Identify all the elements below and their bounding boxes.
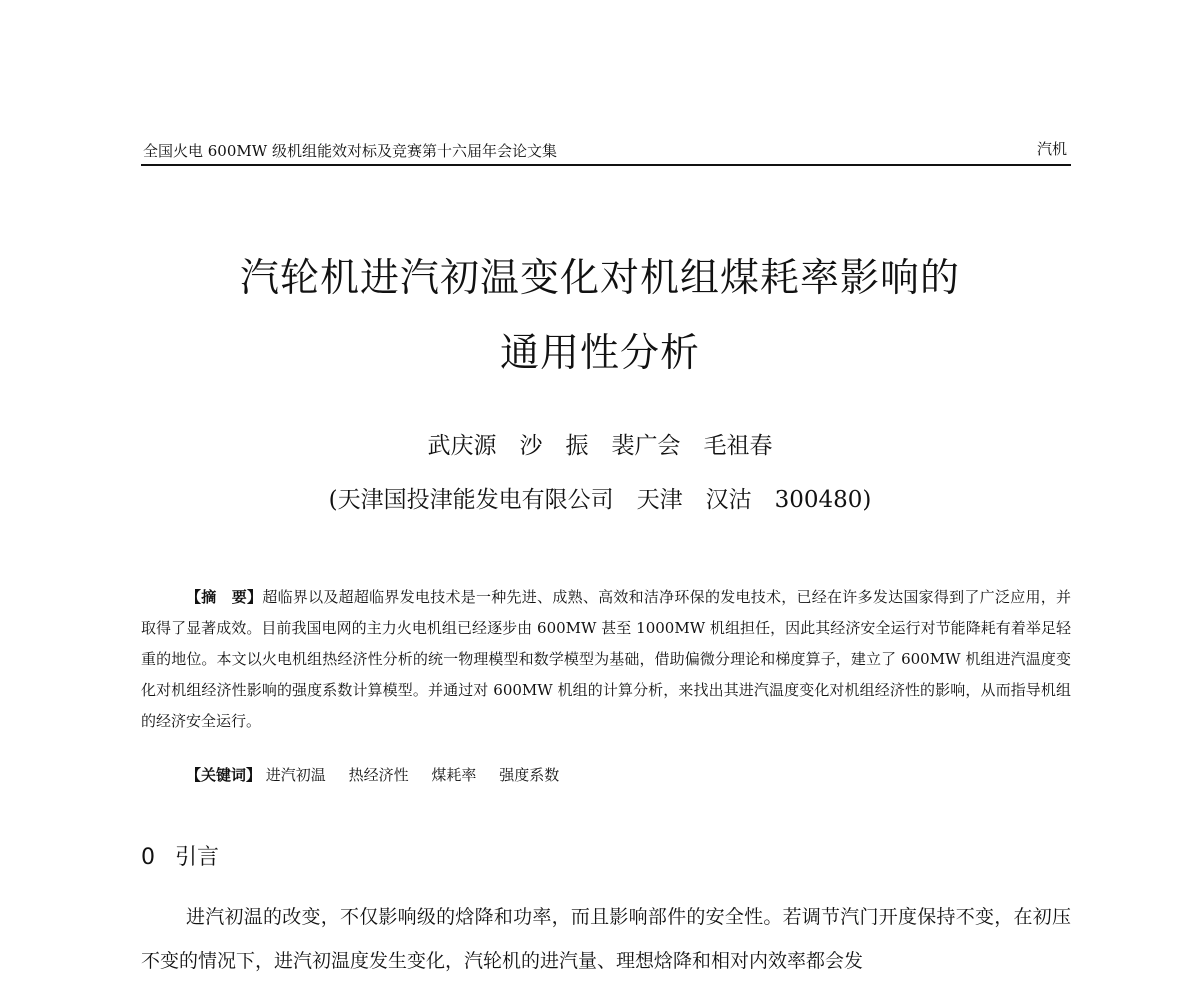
abstract-text: 超临界以及超超临界发电技术是一种先进、成熟、高效和洁净环保的发电技术，已经在许多发达国家得到了广泛应用，并取得了显著成效。目前我国电网的主力火电机组已经逐步由 600MW 甚至 1000MW 机组担任，因此其经济安全运行对节能降耗有着举足轻重的地位。本文以火电机组热经济性分析的统一物理模型和数学模型为基础，借助偏微分理论和梯度算子，建立了 600MW 机组进汽温度变化对机组经济性影响的强度系数计算模型。并通过对 600MW 机组的计算分析，来找出其进汽温度变化对机组经济性的影响，从而指导机组的经济安全运行。 — [141, 588, 1071, 730]
keywords-label: 【关键词】 — [186, 766, 262, 784]
keyword-item: 煤耗率 — [431, 766, 477, 784]
section-title: 引言 — [175, 845, 220, 870]
affiliation: (天津国投津能发电有限公司 天津 汉沽 300480) — [328, 487, 872, 513]
body-paragraph: 进汽初温的改变，不仅影响级的焓降和功率，而且影响部件的安全性。若调节汽门开度保持不变，在初压不变的情况下，进汽初温度发生变化，汽轮机的进汽量、理想焓降和相对内效率都会发 — [141, 906, 1071, 972]
abstract — [141, 582, 1071, 737]
keyword-item: 进汽初温 — [265, 766, 326, 784]
keywords — [186, 764, 577, 785]
header-section-label: 汽机 — [1036, 140, 1067, 158]
header-proceedings-title: 全国火电 600MW 级机组能效对标及竞赛第十六届年会论文集 — [143, 142, 557, 160]
paper-title-line-1: 汽轮机进汽初温变化对机组煤耗率影响的 — [239, 256, 960, 301]
section-heading — [141, 840, 219, 871]
section-number: 0 — [141, 845, 155, 870]
abstract-label: 【摘 要】 — [186, 588, 263, 606]
paper-title-line-2: 通用性分析 — [499, 331, 700, 376]
keyword-item: 强度系数 — [499, 766, 560, 784]
running-header — [141, 138, 1071, 166]
keyword-item: 热经济性 — [348, 766, 409, 784]
author-list: 武庆源 沙 振 裴广会 毛祖春 — [427, 433, 773, 459]
